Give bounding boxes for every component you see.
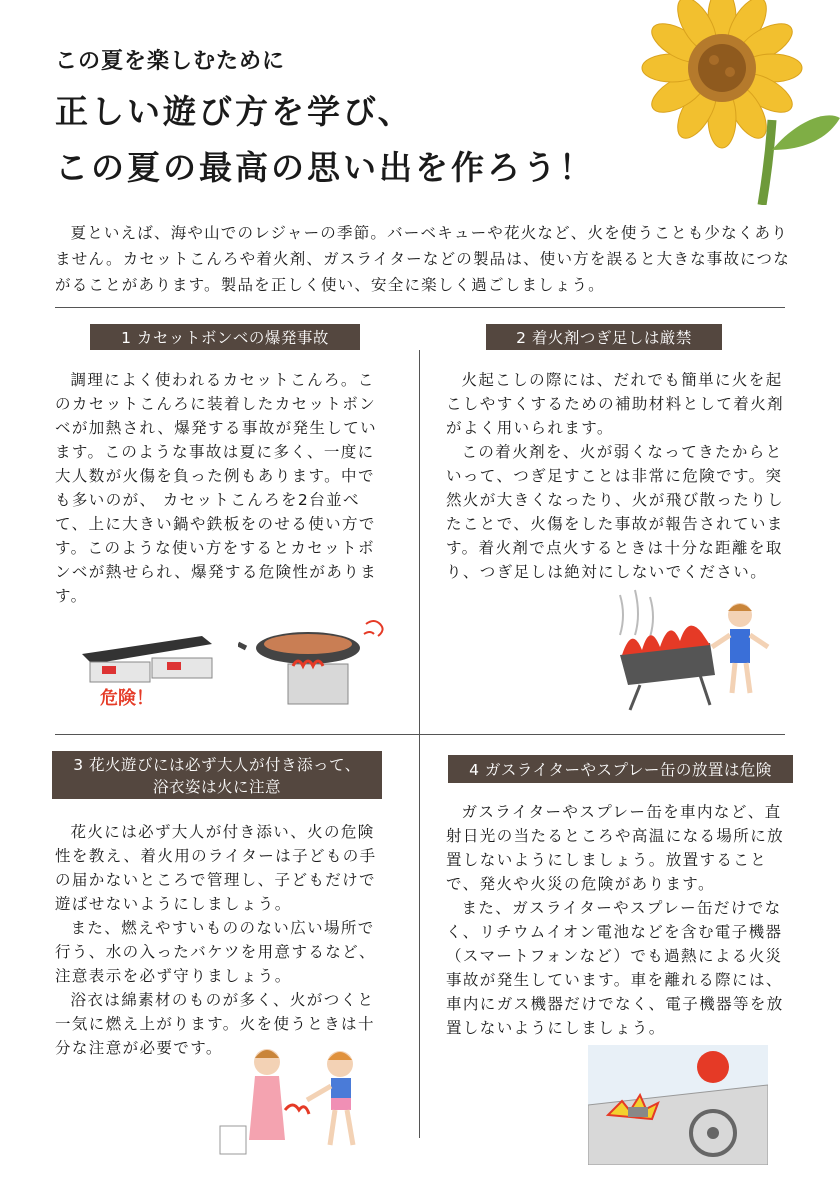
divider-vertical <box>419 350 420 1138</box>
section-3-body <box>55 820 390 1060</box>
fireworks-children-illustration <box>215 1040 400 1160</box>
page-title-line-1: 正しい遊び方を学び、 <box>55 92 414 131</box>
grill-fire-illustration <box>600 585 775 715</box>
section-4-paragraph-1: ガスライターやスプレー缶を車内など、直射日光の当たるところや高温になる場所に放置しないようにしましょう。放置することで、発火や火災の危険があります。 <box>446 803 785 893</box>
section-1-body <box>55 368 390 608</box>
section-2-heading: 2 着火剤つぎ足しは厳禁 <box>486 324 722 350</box>
double-stove-griddle-illustration <box>72 622 222 712</box>
intro-text: 夏といえば、海や山でのレジャーの季節。バーベキューや花火など、火を使うことも少なくありません。カセットこんろや着火剤、ガスライターなどの製品は、使い方を誤ると大きな事故につながることがあります。製品を正しく使い、安全に楽しく過ごしましょう。 <box>55 224 790 294</box>
section-2-paragraph-2: この着火剤を、火が弱くなってきたからといって、つぎ足すことは非常に危険です。突然火が大きくなったり、火が飛び散ったりしたことで、火傷をした事故が報告されています。着火剤で点火するときは十分な距離を取り、つぎ足しは絶対にしないでください。 <box>446 443 785 581</box>
exploding-pot-illustration <box>238 604 398 714</box>
section-4-body <box>446 800 786 1040</box>
section-1-heading: 1 カセットボンベの爆発事故 <box>90 324 360 350</box>
divider-middle <box>55 734 785 735</box>
page-subtitle: この夏を楽しむために <box>55 49 286 74</box>
section-3-heading <box>52 751 382 799</box>
section-2-paragraph-1: 火起こしの際には、だれでも簡単に火を起こしやすくするための補助材料として着火剤がよく用いられます。 <box>446 371 785 437</box>
car-dashboard-fire-illustration <box>588 1045 768 1165</box>
section-4-heading: 4 ガスライターやスプレー缶の放置は危険 <box>448 755 793 783</box>
section-2-body <box>446 368 786 584</box>
section-3-paragraph-3: 浴衣は綿素材のものが多く、火がつくと一気に燃え上がります。火を使うときは十分な注意が必要です。 <box>55 991 375 1057</box>
section-3-paragraph-1: 花火には必ず大人が付き添い、火の危険性を教え、着火用のライターは子どもの手の届かないところで管理し、子どもだけで遊ばせないようにしましょう。 <box>55 823 377 913</box>
section-3-heading-line-1: 3 花火遊びには必ず大人が付き添って、 <box>73 756 361 774</box>
sunflower-illustration <box>622 0 840 205</box>
section-3-heading-line-2: 浴衣姿は火に注意 <box>152 778 281 796</box>
divider-top <box>55 307 785 308</box>
page-title-line-2: この夏の最高の思い出を作ろう！ <box>55 148 595 187</box>
section-1-paragraph: 調理によく使われるカセットこんろ。このカセットこんろに装着したカセットボンベが加熱され、爆発する事故が発生しています。このような事故は夏に多く、一度に大人数が火傷を負った例もあります。中でも多いのが、 カセットこんろを2台並べて、上に大きい鍋や鉄板をのせる使い方です。このような使い方をするとカセットボンベが熱せられ、爆発する危険性があります。 <box>55 371 378 605</box>
danger-label: 危険！ <box>100 688 154 709</box>
section-3-paragraph-2: また、燃えやすいもののない広い場所で行う、水の入ったバケツを用意するなど、注意表示を必ず守りましょう。 <box>55 919 376 985</box>
section-4-paragraph-2: また、ガスライターやスプレー缶だけでなく、リチウムイオン電池などを含む電子機器（スマートフォンなど）でも過熱による火災事故が発生しています。車を離れる際には、車内にガス機器だけでなく、電子機器等を放置しないようにしましょう。 <box>446 899 784 1037</box>
